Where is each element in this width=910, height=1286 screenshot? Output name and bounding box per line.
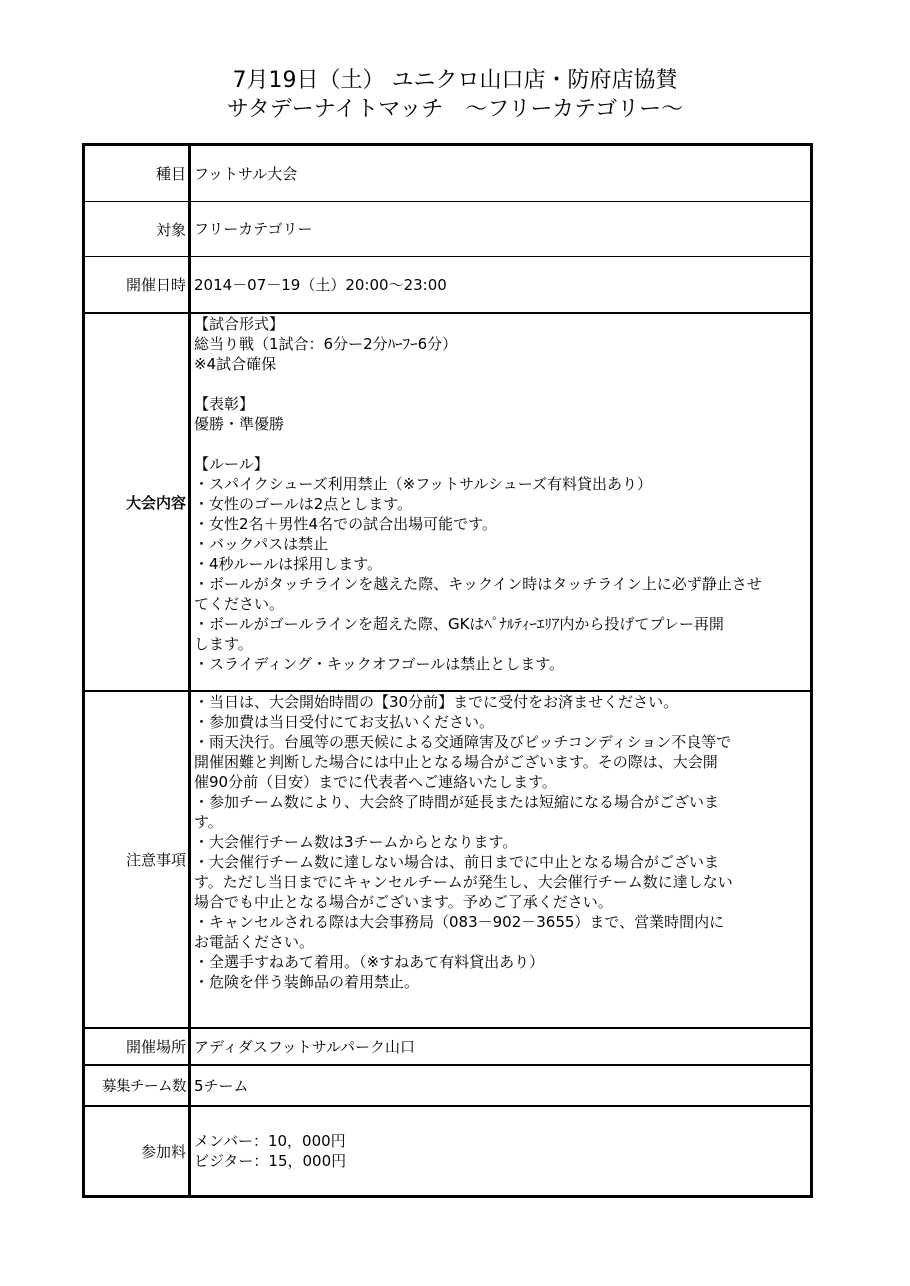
notes-line: ・キャンセルされる際は大会事務局（083－902－3655）まで、営業時間内に: [194, 913, 725, 931]
details-line: [194, 374, 810, 394]
notes-line: ・大会催行チーム数に達しない場合は、前日までに中止となる場合がございま: [194, 853, 720, 871]
row-teams: [85, 1066, 810, 1107]
details-line: ・ボールがゴールラインを超えた際、GKはﾍﾟﾅﾙﾃｨｰｴﾘｱ内から投げてプレー再開: [194, 615, 724, 633]
value-details: [191, 314, 810, 690]
fee-member: メンバー：10，000円: [194, 1132, 346, 1150]
details-line: ・女性のゴールは2点とします。: [194, 495, 413, 513]
row-target: [85, 202, 810, 257]
notes-line: ・参加費は当日受付にてお支払いください。: [194, 713, 495, 731]
label-fee: 参加料: [85, 1107, 191, 1195]
details-line: 優勝・準優勝: [194, 415, 285, 433]
title-line-1: 7月19日（土） ユニクロ山口店・防府店協賛: [232, 68, 678, 93]
details-line: ・バックパスは禁止: [194, 535, 329, 553]
title-line-2: サタデーナイトマッチ ～フリーカテゴリー～: [226, 97, 684, 122]
value-notes: [191, 692, 810, 1027]
row-venue: [85, 1029, 810, 1066]
label-venue: 開催場所: [85, 1029, 191, 1064]
details-line: ・ボールがタッチラインを越えた際、キックイン時はタッチライン上に必ず静止させ: [194, 575, 762, 593]
details-line: 【表彰】: [194, 395, 255, 413]
details-line: ・女性2名＋男性4名での試合出場可能です。: [194, 515, 497, 533]
row-details: [85, 314, 810, 692]
value-teams: 5チーム: [194, 1076, 249, 1095]
notes-line: ・雨天決行。台風等の悪天候による交通障害及びピッチコンディション不良等で: [194, 733, 732, 751]
value-event-type: フットサル大会: [194, 164, 298, 183]
notes-line: ・全選手すねあて着用。（※すねあて有料貸出あり）: [194, 953, 545, 971]
details-line: ・スライディング・キックオフゴールは禁止とします。: [194, 655, 565, 673]
notes-line: 催90分前（目安）までに代表者へご連絡いたします。: [194, 773, 557, 791]
label-details: 大会内容: [85, 314, 191, 690]
notes-line: ・危険を伴う装飾品の着用禁止。: [194, 973, 420, 991]
value-datetime: 2014－07－19（土）20:00～23:00: [194, 275, 447, 294]
notes-line: 開催困難と判断した場合には中止となる場合がございます。その際は、大会開: [194, 753, 718, 771]
row-datetime: [85, 257, 810, 314]
row-fee: [85, 1107, 810, 1195]
details-line: ・スパイクシューズ利用禁止（※フットサルシューズ有料貸出あり）: [194, 475, 652, 493]
value-venue: アディダスフットサルパーク山口: [194, 1037, 415, 1056]
label-event-type: 種目: [85, 146, 191, 201]
notes-line: す。ただし当日までにキャンセルチームが発生し、大会催行チーム数に達しない: [194, 873, 733, 891]
notes-line: ・参加チーム数により、大会終了時間が延長または短縮になる場合がございま: [194, 793, 720, 811]
details-line: 総当り戦（1試合：6分ー2分ﾊｰﾌｰ6分）: [194, 335, 458, 353]
notes-line: ・大会催行チーム数は3チームからとなります。: [194, 833, 518, 851]
details-line: てください。: [194, 595, 285, 613]
fee-visitor: ビジター：15，000円: [194, 1152, 347, 1170]
label-notes: 注意事項: [85, 692, 191, 1027]
details-line: します。: [194, 635, 253, 653]
event-info-table: [82, 143, 813, 1198]
label-teams: 募集チーム数: [85, 1066, 191, 1105]
value-target: フリーカテゴリー: [194, 220, 313, 238]
label-datetime: 開催日時: [85, 257, 191, 312]
row-notes: [85, 692, 810, 1029]
notes-line: す。: [194, 813, 223, 831]
details-line: 【試合形式】: [194, 315, 285, 333]
notes-line: 場合でも中止となる場合がございます。予めご了承ください。: [194, 893, 613, 911]
details-line: 【ルール】: [194, 455, 269, 473]
notes-line: お電話ください。: [194, 933, 315, 951]
value-fee: [191, 1107, 810, 1195]
details-line: [194, 434, 810, 454]
row-event-type: [85, 146, 810, 202]
label-target: 対象: [85, 202, 191, 256]
details-line: ・4秒ルールは採用します。: [194, 555, 383, 573]
notes-line: ・当日は、大会開始時間の【30分前】までに受付をお済ませください。: [194, 693, 679, 711]
details-line: ※4試合確保: [194, 355, 277, 373]
